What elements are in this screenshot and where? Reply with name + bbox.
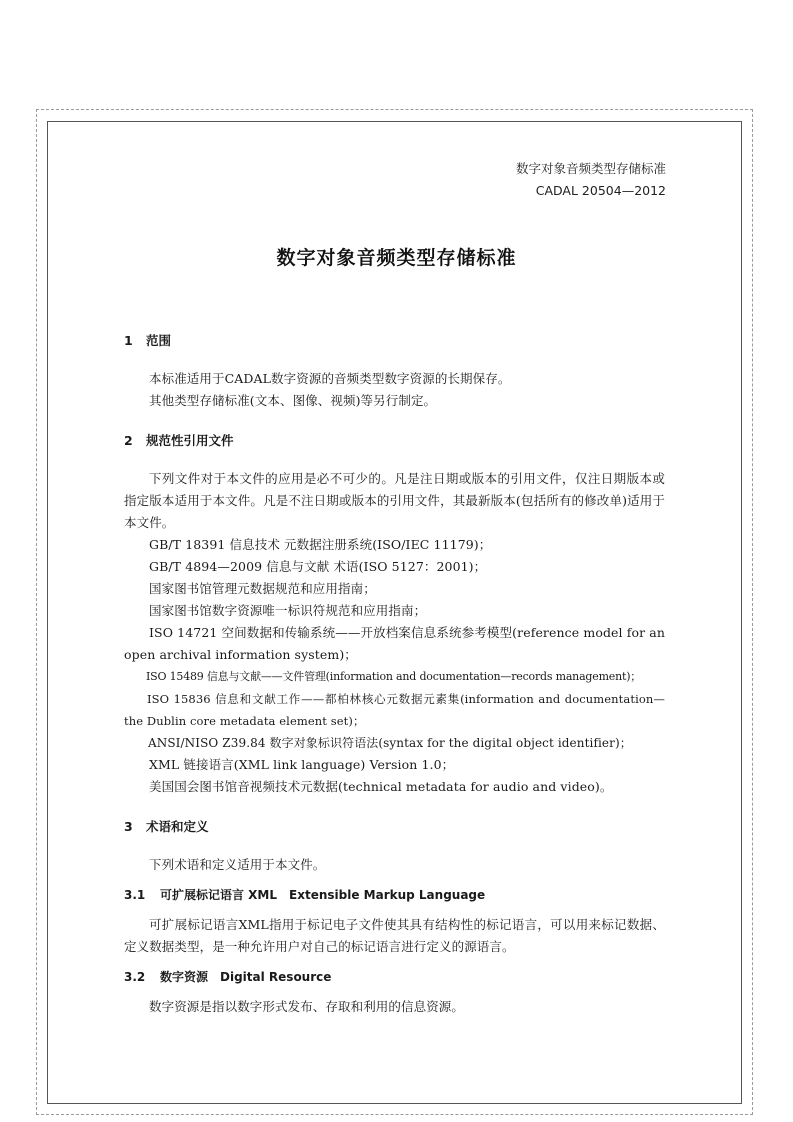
reference-item: ANSI/NISO Z39.84 数字对象标识符语法(syntax for the digital object identifier)； xyxy=(148,736,632,750)
section-title: 规范性引用文件 xyxy=(146,433,234,448)
term-english: Extensible Markup Language xyxy=(289,888,486,902)
section-number: 1 xyxy=(124,333,133,348)
section-heading-scope xyxy=(124,330,665,352)
subsection-heading-xml xyxy=(124,884,665,906)
term-chinese: 数字资源 xyxy=(160,970,209,984)
reference-item: GB/T 4894—2009 信息与文献 术语(ISO 5127：2001)； xyxy=(149,559,487,574)
standard-name: 数字对象音频类型存储标准 xyxy=(515,161,666,176)
reference-item: XML 链接语言(XML link language) Version 1.0； xyxy=(149,757,455,772)
reference-item: ISO 15836 信息和文献工作——都柏林核心元数据元素集(information and documentation—the Dublin core metadata element set)； xyxy=(124,692,665,728)
standard-header xyxy=(516,158,666,202)
paragraph: 其他类型存储标准(文本、图像、视频)等另行制定。 xyxy=(149,393,437,408)
reference-item: 国家图书馆数字资源唯一标识符规范和应用指南； xyxy=(149,603,427,618)
reference-item: ISO 14721 空间数据和传输系统——开放档案信息系统参考模型(reference model for an open archival information system)； xyxy=(124,625,665,662)
subsection-number: 3.1 xyxy=(124,888,146,902)
paragraph: 下列文件对于本文件的应用是必不可少的。凡是注日期或版本的引用文件，仅注日期版本或指定版本适用于本文件。凡是不注日期或版本的引用文件，其最新版本(包括所有的修改单)适用于本文件。 xyxy=(124,471,665,530)
reference-item: 美国国会图书馆音视频技术元数据(technical metadata for audio and video)。 xyxy=(149,779,613,794)
term-chinese: 可扩展标记语言 XML xyxy=(160,888,278,902)
section-heading-terms-and-definitions xyxy=(124,816,665,838)
document-title: 数字对象音频类型存储标准 xyxy=(276,247,517,269)
definition-text: 数字资源是指以数字形式发布、存取和利用的信息资源。 xyxy=(149,999,465,1014)
subsection-heading-digital-resource xyxy=(124,966,665,988)
standard-code: CADAL 20504—2012 xyxy=(535,183,666,198)
section-heading-normative-references xyxy=(124,430,665,452)
definition-text: 可扩展标记语言XML指用于标记电子文件使其具有结构性的标记语言，可以用来标记数据、定义数据类型，是一种允许用户对自己的标记语言进行定义的源语言。 xyxy=(124,917,665,954)
paragraph: 下列术语和定义适用于本文件。 xyxy=(149,857,326,872)
section-title: 范围 xyxy=(146,333,172,348)
section-number: 2 xyxy=(124,433,133,448)
section-number: 3 xyxy=(124,819,133,834)
reference-item: ISO 15489 信息与文献——文件管理(information and documentation—records management)； xyxy=(146,670,642,683)
subsection-number: 3.2 xyxy=(124,970,146,984)
reference-item: GB/T 18391 信息技术 元数据注册系统(ISO/IEC 11179)； xyxy=(149,537,492,552)
term-english: Digital Resource xyxy=(220,970,332,984)
document-body xyxy=(124,330,665,1018)
reference-item: 国家图书馆管理元数据规范和应用指南； xyxy=(149,581,376,596)
section-title: 术语和定义 xyxy=(146,819,209,834)
paragraph: 本标准适用于CADAL数字资源的音频类型数字资源的长期保存。 xyxy=(149,371,511,386)
